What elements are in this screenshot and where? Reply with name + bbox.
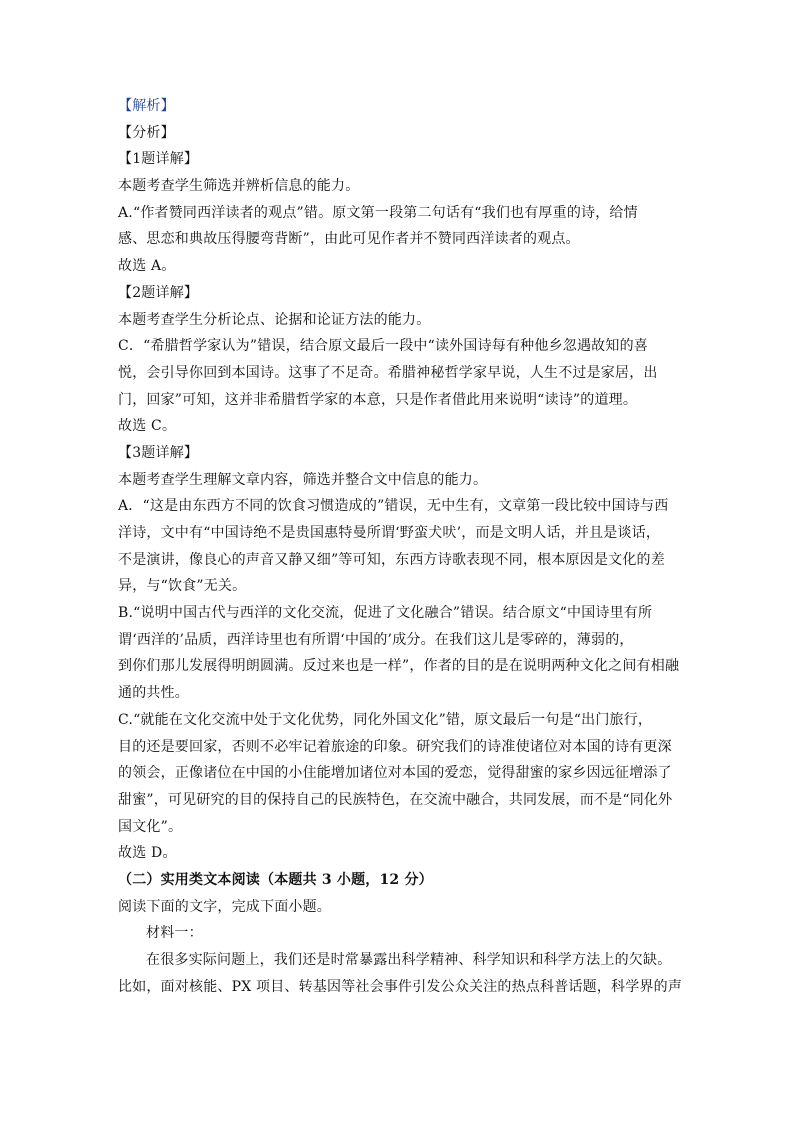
q1-answer: 故选 A。 xyxy=(118,258,176,275)
analysis-heading: 【解析】 xyxy=(118,98,175,114)
section-two-heading: （二）实用类文本阅读（本题共 3 小题，12 分） xyxy=(118,871,433,888)
material-one-label: 材料一： xyxy=(146,925,203,942)
q3-text-line: B.“说明中国古代与西洋的文化交流，促进了文化融合”错误。结合原文“中国诗里有所 xyxy=(118,605,653,622)
q2-heading: 【2题详解】 xyxy=(118,284,199,301)
q3-text-line: 到你们那儿发展得明朗圆满。反过来也是一样”，作者的目的是在说明两种文化之间有相融 xyxy=(118,658,680,675)
q3-text-line: 谓‘西洋的’品质，西洋诗里也有所谓‘中国的’成分。在我们这儿是零碎的，薄弱的， xyxy=(118,631,634,648)
q1-intro: 本题考查学生筛选并辨析信息的能力。 xyxy=(118,178,360,195)
q1-heading: 【1题详解】 xyxy=(118,151,199,168)
analysis-subheading: 【分析】 xyxy=(118,124,175,141)
q3-text-line: C.“就能在文化交流中处于文化优势，同化外国文化”错，原文最后一句是“出门旅行， xyxy=(118,711,653,728)
q2-text-line: 门，回家”可知，这并非希腊哲学家的本意，只是作者借此用来说明“读诗”的道理。 xyxy=(118,391,638,408)
q3-text-line: 国文化”。 xyxy=(118,818,183,835)
q1-text-line: A.“作者赞同西洋读者的观点”错。原文第一段第二句话有“我们也有厚重的诗，给情 xyxy=(118,204,638,221)
q3-heading: 【3题详解】 xyxy=(118,444,199,461)
q3-text-line: 目的还是要回家，否则不必牢记着旅途的印象。研究我们的诗准使诸位对本国的诗有更深 xyxy=(118,738,672,755)
q3-text-line: A．“这是由东西方不同的饮食习惯造成的”错误，无中生有，文章第一段比较中国诗与西 xyxy=(118,498,669,515)
q2-answer: 故选 C。 xyxy=(118,418,177,435)
q3-text-line: 的领会，正像诸位在中国的小住能增加诸位对本国的爱恋，觉得甜蜜的家乡因远征增添了 xyxy=(118,765,672,782)
q3-text-line: 甜蜜”，可见研究的目的保持自己的民族特色，在交流中融合，共同发展，而不是“同化外 xyxy=(118,791,673,808)
q2-text-line: C．“希腊哲学家认为”错误，结合原文最后一段中“读外国诗每有种他乡忽遇故知的喜 xyxy=(118,338,648,355)
q3-answer: 故选 D。 xyxy=(118,845,177,862)
q3-intro: 本题考查学生理解文章内容，筛选并整合文中信息的能力。 xyxy=(118,471,488,488)
material-one-paragraph-line: 在很多实际问题上，我们还是时常暴露出科学精神、科学知识和科学方法上的欠缺。 xyxy=(146,952,672,968)
reading-instruction: 阅读下面的文字，完成下面小题。 xyxy=(118,898,331,915)
q2-text-line: 悦，会引导你回到本国诗。这事了不足奇。希腊神秘哲学家早说，人生不过是家居，出 xyxy=(118,364,658,381)
q3-text-line: 通的共性。 xyxy=(118,685,189,702)
q3-text-line: 不是演讲，像良心的声音又静又细”等可知，东西方诗歌表现不同，根本原因是文化的差 xyxy=(118,551,665,568)
q3-text-line: 异，与“饮食”无关。 xyxy=(118,578,247,595)
q1-text-line: 感、思恋和典故压得腰弯背断”，由此可见作者并不赞同西洋读者的观点。 xyxy=(118,231,580,248)
document-body xyxy=(118,93,683,1000)
q2-intro: 本题考查学生分析论点、论据和论证方法的能力。 xyxy=(118,311,431,328)
q3-text-line: 洋诗，文中有“中国诗绝不是贵国惠特曼所谓‘野蛮犬吠’，而是文明人话，并且是谈话， xyxy=(118,525,661,541)
material-one-paragraph-line: 比如，面对核能、PX 项目、转基因等社会事件引发公众关注的热点科普话题，科学界的声 xyxy=(118,978,683,995)
